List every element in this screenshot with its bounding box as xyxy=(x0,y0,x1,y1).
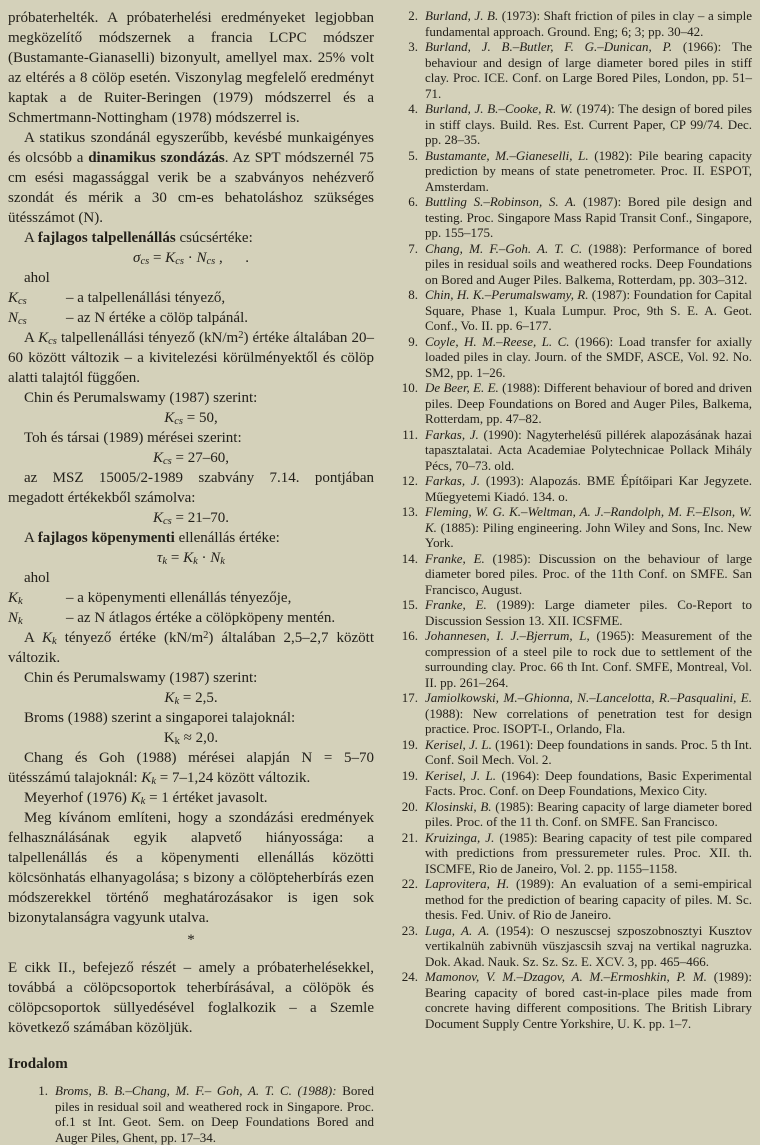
reference-item xyxy=(394,287,752,334)
text-run: N xyxy=(196,250,207,266)
text-run: = xyxy=(149,250,166,266)
reference-body xyxy=(425,597,752,628)
text-run: K xyxy=(130,790,141,806)
text-run: ) általában 2,5–2,7 között változik. xyxy=(8,630,374,666)
paragraph xyxy=(8,668,374,688)
reference-body xyxy=(425,194,752,241)
paragraph xyxy=(8,468,374,508)
reference-item xyxy=(394,427,752,474)
text-run: cs xyxy=(140,256,150,267)
text-run: Chang és Goh (1988) mérései alapján N = 5–70 ütésszámú talajoknál: xyxy=(8,750,374,786)
text-run: cs xyxy=(163,456,172,467)
reference-number: 19. xyxy=(401,767,418,783)
reference-item xyxy=(394,473,752,504)
text-run: próbaterhelték. A próbaterhelési eredményeket legjobban megközelítő módszernek a francia LCPC módszer (Bustamante-Gianaselli) bizonyult, amellyel max. 25% volt az eltérés a 8 cölöp esetén. Viszonylag megfelelő eredményt kaptak a de Ruiter-Beringen (1979) módszerrel és a Schmertmann-Nottingham (1978) módszerrel is. xyxy=(8,10,374,126)
reference-number: 14. xyxy=(401,550,418,566)
reference-number: 16. xyxy=(401,628,418,643)
reference-text: (1989): An evaluation of a semi-empirical method for the prediction of bearing capacity of piles. M. Sc. thesis. Fed. Univ. of Rio de Janeiro. xyxy=(425,876,752,922)
text-run: ahol xyxy=(24,270,50,286)
reference-body xyxy=(425,148,752,195)
text-run: – az N értéke a cölöp talpánál. xyxy=(66,310,248,326)
reference-authors: Coyle, H. M.–Reese, L. C. xyxy=(425,333,570,349)
reference-number: 13. xyxy=(401,504,418,519)
text-run: = 50, xyxy=(183,410,218,426)
reference-authors: Franke, E. xyxy=(425,550,485,566)
reference-authors: Johannesen, I. J.–Bjerrum, L, xyxy=(425,628,590,643)
reference-text: (1885): Piling engineering. John Wiley and Sons, Inc. New York. xyxy=(425,519,752,550)
reference-body xyxy=(425,39,752,101)
text-run: K xyxy=(164,690,175,706)
reference-item xyxy=(394,380,752,427)
text-run: N xyxy=(8,310,19,326)
text-run: K xyxy=(163,730,175,746)
reference-text: (1987): Foundation for Capital Square, Phase 1, Kuala Lumpur. Proc, 9th S. E. A. Geot. Conf., Vo. II. pp. 6–177. xyxy=(425,287,752,333)
text-run: K xyxy=(183,550,194,566)
reference-authors: Klosinski, B. xyxy=(425,798,492,814)
reference-authors: Farkas, J. xyxy=(425,426,479,442)
text-run: · xyxy=(183,250,197,266)
text-run: = 7–1,24 között változik. xyxy=(155,770,311,786)
reference-body xyxy=(425,969,752,1031)
text-run: A statikus szondánál egyszerűbb, kevésbé munkaigényes és olcsóbb a xyxy=(8,130,374,166)
reference-authors: Mamonov, V. M.–Dzagov, A. M.–Ermoshkin, P. M. xyxy=(425,969,707,984)
reference-item xyxy=(394,241,752,288)
right-column xyxy=(394,8,752,1145)
definition-row xyxy=(8,288,374,308)
reference-body xyxy=(425,737,752,768)
reference-item xyxy=(394,39,752,101)
text-run: A xyxy=(24,530,38,546)
definition-description xyxy=(66,288,374,308)
text-run: az MSZ 15005/2-1989 szabvány 7.14. pontjában megadott értékekből számolva: xyxy=(8,470,374,506)
reference-item xyxy=(394,8,752,39)
reference-body xyxy=(425,799,752,830)
paragraph xyxy=(8,388,374,408)
paragraph xyxy=(8,708,374,728)
text-run: K xyxy=(165,250,176,266)
text-run: = xyxy=(167,550,184,566)
definition-term xyxy=(8,308,66,328)
reference-text: (1990): Nagyterhelésű pillérek alapozásának hazai tapasztalatai. Acta Academiae Polytechnicae Pollack Mihály Pécs, 70–73. old. xyxy=(425,426,752,473)
reference-authors: Burland, J. B.–Cooke, R. W. xyxy=(425,101,573,116)
reference-body xyxy=(425,551,752,598)
text-run: cs xyxy=(175,256,184,267)
reference-number: 4. xyxy=(408,101,418,116)
reference-authors: Luga, A. A. xyxy=(425,922,490,938)
paragraph xyxy=(8,428,374,448)
reference-item xyxy=(394,923,752,970)
text-run: K xyxy=(153,510,164,526)
text-run: A xyxy=(24,630,43,646)
formula xyxy=(8,728,374,748)
text-run: fajlagos köpenymenti xyxy=(37,530,175,546)
reference-body xyxy=(425,504,752,551)
reference-text: (1961): Deep foundations in sands. Proc. 5 th Int. Conf. Soil Mech. Vol. 2. xyxy=(425,736,752,767)
reference-item xyxy=(394,768,752,799)
text-run: cs xyxy=(48,336,57,347)
text-run: K xyxy=(8,590,19,606)
reference-text: (1982): Pile bearing capacity prediction by means of state penetrometer. Proc. II. ESPOT, Amsterdam. xyxy=(425,147,752,194)
text-run: k xyxy=(193,556,198,567)
paragraph xyxy=(8,788,374,808)
reference-number: 10. xyxy=(401,380,418,395)
reference-authors: Laprovitera, H. xyxy=(425,876,510,891)
reference-authors: Fleming, W. G. K.–Weltman, A. J.–Randolph, M. F.–Elson, W. K. xyxy=(425,504,752,535)
reference-number: 9. xyxy=(408,333,418,349)
text-run: k xyxy=(18,596,23,607)
reference-number: 8. xyxy=(408,287,418,302)
paragraph xyxy=(8,568,374,588)
reference-number: 21. xyxy=(401,829,418,845)
text-run: k xyxy=(174,696,180,707)
paragraph xyxy=(8,748,374,788)
text-run: ahol xyxy=(24,570,50,586)
text-run: A xyxy=(24,330,39,346)
definition-description xyxy=(66,608,374,628)
reference-body xyxy=(425,690,752,737)
reference-item xyxy=(394,504,752,551)
reference-authors: Farkas, J. xyxy=(425,473,480,488)
reference-body xyxy=(55,1083,374,1145)
text-run: ) értéke általában 20–60 között változik – a kivitelezési körülményektől és cölöp alatti talajtól függően. xyxy=(8,330,374,386)
text-run: · xyxy=(197,550,211,566)
reference-body xyxy=(425,628,752,690)
formula xyxy=(8,548,374,568)
reference-text: (1964): Deep foundations, Basic Experimental Facts. Proc. Conf. on Deep Foundations, Mexico City. xyxy=(425,767,752,798)
text-run: cs xyxy=(174,416,184,427)
reference-authors: Franke, E. xyxy=(425,597,487,612)
reference-item xyxy=(394,101,752,148)
reference-item xyxy=(394,969,752,1031)
reference-body xyxy=(425,768,752,799)
reference-body xyxy=(425,427,752,474)
text-run: E cikk II., befejező részét – amely a próbaterhelésekkel, továbbá a cölöpcsoportok teherbírásával, a cölöpök és cölöpcsoportok süllyedésével foglalkozik – a Szemle következő számában közöljük. xyxy=(8,960,374,1036)
text-run: ≈ 2,0. xyxy=(179,730,219,746)
text-run: – a talpellenállási tényező, xyxy=(66,290,226,306)
text-run: Chin és Perumalswamy (1987) szerint: xyxy=(24,670,258,686)
reference-authors: Kruizinga, J. xyxy=(425,829,495,845)
reference-authors: Chin, H. K.–Perumalswamy, R. xyxy=(425,287,589,302)
reference-item xyxy=(394,628,752,690)
reference-item xyxy=(394,830,752,877)
reference-body xyxy=(425,287,752,334)
reference-text: (1987): Bored pile design and testing. Proc. Singapore Mass Rapid Transit Conf., Singapore, pp. 155–175. xyxy=(425,194,752,240)
reference-number: 22. xyxy=(401,876,418,891)
reference-item xyxy=(394,737,752,768)
reference-number: 7. xyxy=(408,240,418,256)
reference-text: (1988): Different behaviour of bored and driven piles. Deep Foundations on Bored and Auger Piles, Balkema, Rotterdam, pp. 47–82. xyxy=(425,380,752,426)
text-run: . xyxy=(222,250,249,266)
reference-body xyxy=(425,241,752,288)
reference-text: (1973): Shaft friction of piles in clay – a simple fundamental approach. Ground. Eng; 6; 3; pp. 30–42. xyxy=(425,8,752,39)
reference-authors: De Beer, E. E. xyxy=(425,380,499,395)
reference-authors: Burland, J. B. xyxy=(425,8,499,23)
reference-item xyxy=(394,194,752,241)
definition-row xyxy=(8,308,374,328)
text-run: K xyxy=(8,290,19,306)
reference-body xyxy=(425,473,752,504)
reference-number: 11. xyxy=(402,426,418,442)
reference-authors: Jamiolkowski, M.–Ghionna, N.–Lancelotta, R.–Pasqualini, E. xyxy=(425,690,752,705)
reference-authors: Burland, J. B.–Butler, F. G.–Dunican, P. xyxy=(425,39,673,54)
reference-authors: Kerisel, J. L. xyxy=(425,736,492,752)
reference-authors: Buttling S.–Robinson, S. A. xyxy=(425,194,577,209)
reference-number: 23. xyxy=(401,922,418,938)
paragraph xyxy=(8,128,374,228)
text-run: cs xyxy=(18,316,27,327)
text-run: cs xyxy=(18,296,27,307)
text-run: ellenállás értéke: xyxy=(174,530,280,546)
text-run: τ xyxy=(157,550,163,566)
formula xyxy=(8,508,374,528)
reference-number: 6. xyxy=(408,194,418,209)
text-run: = 21–70. xyxy=(171,510,229,526)
reference-authors: Broms, B. B.–Chang, M. F.– Goh, A. T. C. (1988): xyxy=(55,1083,337,1098)
text-run: Irodalom xyxy=(8,1056,68,1072)
left-column xyxy=(8,8,374,1145)
paragraph xyxy=(8,808,374,928)
reference-item xyxy=(394,551,752,598)
text-run: Toh és társai (1989) mérései szerint: xyxy=(24,430,242,446)
reference-text: Bored piles in residual soil and weathered rock in Singapore. Proc. of.1 st Int. Geot. Sem. on Deep Foundations Bored and Auger Piles, Ghent, pp. 17–34. xyxy=(55,1083,374,1145)
text-run: K xyxy=(164,410,175,426)
text-run: = 27–60, xyxy=(171,450,229,466)
text-run: K xyxy=(38,330,49,346)
text-run: k xyxy=(220,556,225,567)
reference-text: (1966): Load transfer for axially loaded piles in clay. Journ. of the SMDF, ASCE, Vol. 92. No. SM2, pp. 1–26. xyxy=(425,333,752,380)
reference-text: (1985): Discussion on the behaviour of large diameter bored piles. Proc. of the 11th Conf. on SMFE. San Francisco, August. xyxy=(425,550,752,597)
reference-body xyxy=(425,876,752,923)
paragraph xyxy=(8,328,374,388)
text-run: 2 xyxy=(203,630,209,641)
references-list-right xyxy=(394,8,752,1031)
reference-text: (1985): Bearing capacity of large diameter bored piles. Proc. of the 11 th. Conf. on SMFE. San Francisco. xyxy=(425,798,752,829)
text-run: * xyxy=(187,932,195,948)
paragraph xyxy=(8,8,374,128)
reference-item xyxy=(394,799,752,830)
reference-number: 5. xyxy=(408,147,418,163)
reference-text: (1966): The behaviour and design of large diameter bored piles in stiff clay. Proc. ICE. Conf. on Large Bored Piles, London, pp. 51–71. xyxy=(425,39,752,101)
reference-number: 3. xyxy=(408,39,418,54)
text-run: cs xyxy=(206,256,216,267)
text-run: . Az SPT módszernél 75 cm esési magassággal verik be a szabványos nehézverő szondát és mérik a 30 cm-es behatoláshoz szükséges ütésszámot (N). xyxy=(8,150,374,226)
definition-term xyxy=(8,608,66,628)
text-run: csúcsértéke: xyxy=(175,230,253,246)
paragraph xyxy=(8,528,374,548)
text-run: fajlagos talpellenállás xyxy=(37,230,176,246)
reference-text: (1993): Alapozás. BME Építőipari Kar Jegyzete. Műegyetemi Kiadó. 134. o. xyxy=(425,473,752,504)
reference-authors: Chang, M. F.–Goh. A. T. C. xyxy=(425,240,583,256)
formula xyxy=(8,408,374,428)
reference-body xyxy=(425,101,752,148)
definition-description xyxy=(66,588,374,608)
reference-authors: Bustamante, M.–Gianeselli, L. xyxy=(425,147,589,163)
reference-text: (1988): New correlations of penetration test for design practice. Proc. ISOPT-I., Orlando, Fla. xyxy=(425,705,752,736)
text-run: k xyxy=(18,616,23,627)
definition-row xyxy=(8,608,374,628)
paragraph xyxy=(8,268,374,288)
text-run: , xyxy=(215,250,223,266)
reference-text: (1985): Bearing capacity of test pile compared with predictions from pressuremeter rules. Proc. XII. th. ISCMFE, Rio de Janeiro, Vol. 2. pp. 1155–1158. xyxy=(425,829,752,876)
formula xyxy=(8,688,374,708)
reference-text: (1954): O neszuscsej szposzobnosztyi Kusztov vertikalnüh zabivnüh vüszjascsih szvaj na vertikal nagruzka. Dok. Akad. Nauk. Sz. Sz. Sz. E. XCV. 3, pp. 465–466. xyxy=(425,922,752,969)
reference-body xyxy=(425,8,752,39)
reference-number: 12. xyxy=(401,473,418,488)
text-run: K xyxy=(42,630,53,646)
paragraph xyxy=(8,228,374,248)
text-run: tényező értéke (kN/m xyxy=(56,630,204,646)
formula xyxy=(8,248,374,268)
definition-row xyxy=(8,588,374,608)
text-run: Meg kívánom említeni, hogy a szondázási eredmények felhasználásának egyik alapvető hiányossága: a talpellenállás és a köpenymenti ellenállás közötti kölcsönhatás elhanyagolása; s bizony a cölöpteherbírás ezen módszerekkel történő meghatározásakor is igen sok bizonytalanságra vagyunk utalva. xyxy=(8,810,374,926)
text-run: Broms (1988) szerint a singaporei talajoknál: xyxy=(24,710,296,726)
text-run: k xyxy=(151,776,156,787)
reference-text: (1965): Measurement of the compression of a steel pile to rock due to settlement of the surrounding clay. Proc. 66 th Int. Conf. SMFE, Montreal, Vol. II. pp. 261–264. xyxy=(425,628,752,690)
reference-item xyxy=(394,597,752,628)
reference-item xyxy=(394,876,752,923)
reference-number: 15. xyxy=(401,597,418,612)
text-run: k xyxy=(52,636,57,647)
reference-number: 17. xyxy=(401,690,418,705)
definition-term xyxy=(8,588,66,608)
reference-authors: Kerisel, J. L. xyxy=(425,767,496,783)
reference-text: (1989): Bearing capacity of bored cast-in-place piles made from concrete having different compositions. The British Library Document Supply Centre Yorkshire, U. K. pp. 1–7. xyxy=(425,969,752,1031)
text-run: σ xyxy=(133,250,141,266)
reference-item xyxy=(24,1083,374,1145)
reference-number: 20. xyxy=(401,798,418,814)
reference-body xyxy=(425,830,752,877)
definition-description xyxy=(66,308,374,328)
reference-item xyxy=(394,334,752,381)
reference-number: 2. xyxy=(408,8,418,23)
section-separator xyxy=(8,930,374,950)
text-run: 2 xyxy=(238,330,244,341)
text-run: = 2,5. xyxy=(179,690,218,706)
reference-text: (1974): The design of bored piles in stiff clays. Build. Res. Est. Current Paper, CP 99/74. Dec. pp. 28–35. xyxy=(425,101,752,147)
reference-text: (1988): Performance of bored piles in residual soils and weathered rocks. Deep Foundations on Bored and Auger Piles. Balkema, Rotterdam, pp. 303–312. xyxy=(425,240,753,287)
text-run: Meyerhof (1976) xyxy=(24,790,131,806)
paragraph xyxy=(8,958,374,1038)
reference-number: 19. xyxy=(401,736,418,752)
text-run: k xyxy=(174,736,180,747)
text-run: cs xyxy=(163,516,172,527)
text-run: A xyxy=(24,230,38,246)
text-run: K xyxy=(141,770,152,786)
reference-body xyxy=(425,923,752,970)
text-run: – a köpenymenti ellenállás tényezője, xyxy=(66,590,292,606)
text-run: N xyxy=(210,550,221,566)
reference-body xyxy=(425,334,752,381)
reference-item xyxy=(394,148,752,195)
text-run: k xyxy=(140,796,146,807)
reference-item xyxy=(394,690,752,737)
reference-number: 24. xyxy=(401,969,418,984)
text-run: talpellenállási tényező (kN/m xyxy=(56,330,239,346)
text-run: – az N átlagos értéke a cölöpköpeny mentén. xyxy=(66,610,336,626)
text-run: dinamikus szondázás xyxy=(88,150,225,166)
text-run: K xyxy=(153,450,164,466)
references-heading xyxy=(8,1054,374,1074)
paragraph xyxy=(8,628,374,668)
text-run: Chin és Perumalswamy (1987) szerint: xyxy=(24,390,258,406)
text-run: = 1 értéket javasolt. xyxy=(145,790,268,806)
text-run: N xyxy=(8,610,19,626)
references-list-left xyxy=(8,1083,374,1145)
reference-body xyxy=(425,380,752,427)
reference-text: (1989): Large diameter piles. Co-Report to Discussion Session 13. XII. ICSFME. xyxy=(425,597,753,628)
text-run: k xyxy=(162,556,168,567)
formula xyxy=(8,448,374,468)
reference-number: 1. xyxy=(38,1083,48,1098)
left-column-text xyxy=(8,8,374,1074)
definition-term xyxy=(8,288,66,308)
